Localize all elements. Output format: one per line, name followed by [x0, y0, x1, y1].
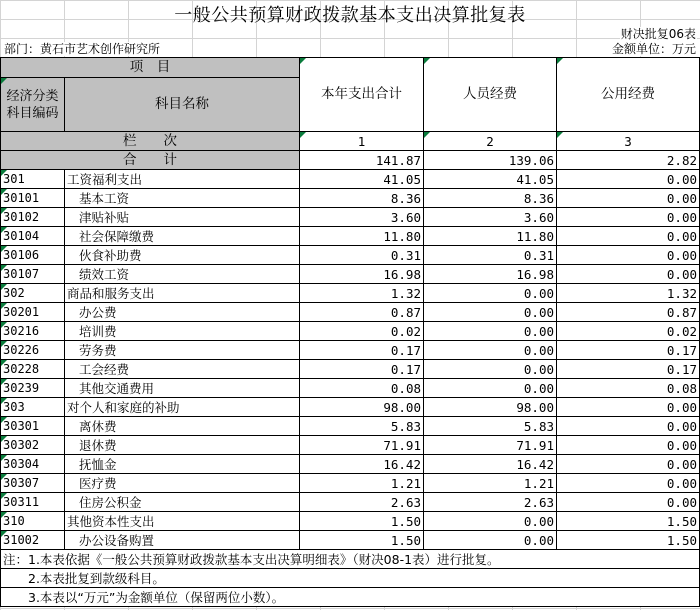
row-total: 16.42	[300, 455, 424, 474]
table-row	[1, 322, 700, 341]
table-row	[1, 436, 700, 455]
row-total: 1.32	[300, 284, 424, 303]
row-public: 0.00	[557, 170, 700, 189]
row-code: 30101	[1, 189, 65, 208]
row-name: 离休费	[65, 417, 300, 436]
row-public: 0.00	[557, 474, 700, 493]
table-row	[1, 189, 700, 208]
row-name: 办公设备购置	[65, 531, 300, 550]
table-row	[1, 455, 700, 474]
row-code: 30304	[1, 455, 65, 474]
row-name: 其他交通费用	[65, 379, 300, 398]
row-total: 0.31	[300, 246, 424, 265]
sum-total: 141.87	[300, 151, 424, 170]
row-total: 1.50	[300, 531, 424, 550]
row-total: 71.91	[300, 436, 424, 455]
row-total: 3.60	[300, 208, 424, 227]
table-row	[1, 170, 700, 189]
row-personnel: 3.60	[424, 208, 557, 227]
note-text: 3.本表以“万元”为金额单位（保留两位小数）。	[1, 588, 700, 607]
table-row	[1, 493, 700, 512]
table-row	[1, 208, 700, 227]
row-code: 310	[1, 512, 65, 531]
row-total: 0.87	[300, 303, 424, 322]
row-total: 1.21	[300, 474, 424, 493]
amount-unit-label: 金额单位：万元	[611, 42, 696, 56]
table-row	[1, 303, 700, 322]
header-subject-name: 科目名称	[65, 78, 300, 132]
row-name: 抚恤金	[65, 455, 300, 474]
row-name: 社会保障缴费	[65, 227, 300, 246]
row-code: 30106	[1, 246, 65, 265]
row-code: 30226	[1, 341, 65, 360]
sum-personnel: 139.06	[424, 151, 557, 170]
table-row	[1, 360, 700, 379]
row-public: 0.00	[557, 455, 700, 474]
header-total: 本年支出合计	[300, 58, 424, 132]
row-personnel: 8.36	[424, 189, 557, 208]
row-name: 培训费	[65, 322, 300, 341]
table-row	[1, 246, 700, 265]
row-public: 1.50	[557, 531, 700, 550]
row-total: 0.17	[300, 341, 424, 360]
note-row	[1, 569, 700, 588]
note-text: 注：1.本表依据《一般公共预算财政拨款基本支出决算明细表》（财决08-1表）进行批复。	[1, 550, 700, 569]
row-code: 31002	[1, 531, 65, 550]
row-code: 302	[1, 284, 65, 303]
row-name: 绩效工资	[65, 265, 300, 284]
note-row	[1, 550, 700, 569]
row-personnel: 0.00	[424, 322, 557, 341]
sum-public: 2.82	[557, 151, 700, 170]
row-code: 301	[1, 170, 65, 189]
table-row	[1, 284, 700, 303]
row-total: 41.05	[300, 170, 424, 189]
report-number: 财决批复06表	[620, 27, 696, 41]
table-row	[1, 398, 700, 417]
row-public: 0.00	[557, 265, 700, 284]
row-personnel: 0.00	[424, 284, 557, 303]
row-personnel: 71.91	[424, 436, 557, 455]
row-personnel: 0.00	[424, 303, 557, 322]
table-row	[1, 379, 700, 398]
header-econ-code: 经济分类 科目编码	[1, 78, 65, 132]
sum-label: 合 计	[1, 151, 300, 170]
column-number-1: 1	[300, 132, 424, 151]
column-number-3: 3	[557, 132, 700, 151]
row-public: 0.00	[557, 436, 700, 455]
row-total: 2.63	[300, 493, 424, 512]
row-public: 0.00	[557, 227, 700, 246]
row-code: 30104	[1, 227, 65, 246]
row-name: 工会经费	[65, 360, 300, 379]
row-name: 商品和服务支出	[65, 284, 300, 303]
row-total: 0.02	[300, 322, 424, 341]
row-name: 津贴补贴	[65, 208, 300, 227]
row-personnel: 0.00	[424, 379, 557, 398]
row-name: 伙食补助费	[65, 246, 300, 265]
row-name: 医疗费	[65, 474, 300, 493]
row-total: 8.36	[300, 189, 424, 208]
row-name: 基本工资	[65, 189, 300, 208]
row-total: 1.50	[300, 512, 424, 531]
note-text: 2.本表批复到款级科目。	[1, 569, 700, 588]
approval-table	[0, 57, 700, 607]
row-total: 5.83	[300, 417, 424, 436]
column-number-2: 2	[424, 132, 557, 151]
row-code: 303	[1, 398, 65, 417]
row-name: 其他资本性支出	[65, 512, 300, 531]
department-label: 部门：黄石市艺术创作研究所	[4, 42, 161, 56]
row-personnel: 5.83	[424, 417, 557, 436]
row-public: 0.00	[557, 208, 700, 227]
row-personnel: 16.42	[424, 455, 557, 474]
row-public: 0.00	[557, 493, 700, 512]
row-public: 0.17	[557, 360, 700, 379]
row-personnel: 41.05	[424, 170, 557, 189]
header-personnel: 人员经费	[424, 58, 557, 132]
row-code: 30201	[1, 303, 65, 322]
row-code: 30302	[1, 436, 65, 455]
row-name: 住房公积金	[65, 493, 300, 512]
row-public: 0.00	[557, 398, 700, 417]
row-name: 劳务费	[65, 341, 300, 360]
row-total: 98.00	[300, 398, 424, 417]
row-code: 30216	[1, 322, 65, 341]
row-personnel: 11.80	[424, 227, 557, 246]
row-personnel: 98.00	[424, 398, 557, 417]
row-public: 1.50	[557, 512, 700, 531]
row-public: 0.02	[557, 322, 700, 341]
row-total: 11.80	[300, 227, 424, 246]
table-row	[1, 474, 700, 493]
row-personnel: 0.00	[424, 360, 557, 379]
row-personnel: 16.98	[424, 265, 557, 284]
row-name: 退休费	[65, 436, 300, 455]
row-code: 30228	[1, 360, 65, 379]
row-total: 0.08	[300, 379, 424, 398]
header-public: 公用经费	[557, 58, 700, 132]
table-row	[1, 512, 700, 531]
row-public: 0.17	[557, 341, 700, 360]
note-row	[1, 588, 700, 607]
row-code: 30301	[1, 417, 65, 436]
row-code: 30311	[1, 493, 65, 512]
row-personnel: 0.00	[424, 512, 557, 531]
row-public: 0.08	[557, 379, 700, 398]
row-name: 办公费	[65, 303, 300, 322]
row-public: 0.00	[557, 189, 700, 208]
row-public: 1.32	[557, 284, 700, 303]
table-row	[1, 341, 700, 360]
row-personnel: 0.00	[424, 341, 557, 360]
row-code: 30107	[1, 265, 65, 284]
table-row	[1, 531, 700, 550]
row-personnel: 0.00	[424, 531, 557, 550]
row-name: 对个人和家庭的补助	[65, 398, 300, 417]
table-title: 一般公共预算财政拨款基本支出决算批复表	[174, 5, 526, 26]
row-code: 30239	[1, 379, 65, 398]
row-personnel: 0.31	[424, 246, 557, 265]
row-code: 30102	[1, 208, 65, 227]
row-name: 工资福利支出	[65, 170, 300, 189]
row-personnel: 2.63	[424, 493, 557, 512]
row-public: 0.87	[557, 303, 700, 322]
row-total: 0.17	[300, 360, 424, 379]
row-personnel: 1.21	[424, 474, 557, 493]
table-row	[1, 417, 700, 436]
row-public: 0.00	[557, 417, 700, 436]
table-row	[1, 265, 700, 284]
row-code: 30307	[1, 474, 65, 493]
row-total: 16.98	[300, 265, 424, 284]
row-public: 0.00	[557, 246, 700, 265]
header-item: 项 目	[1, 58, 300, 78]
table-row	[1, 227, 700, 246]
column-number-label: 栏 次	[1, 132, 300, 151]
